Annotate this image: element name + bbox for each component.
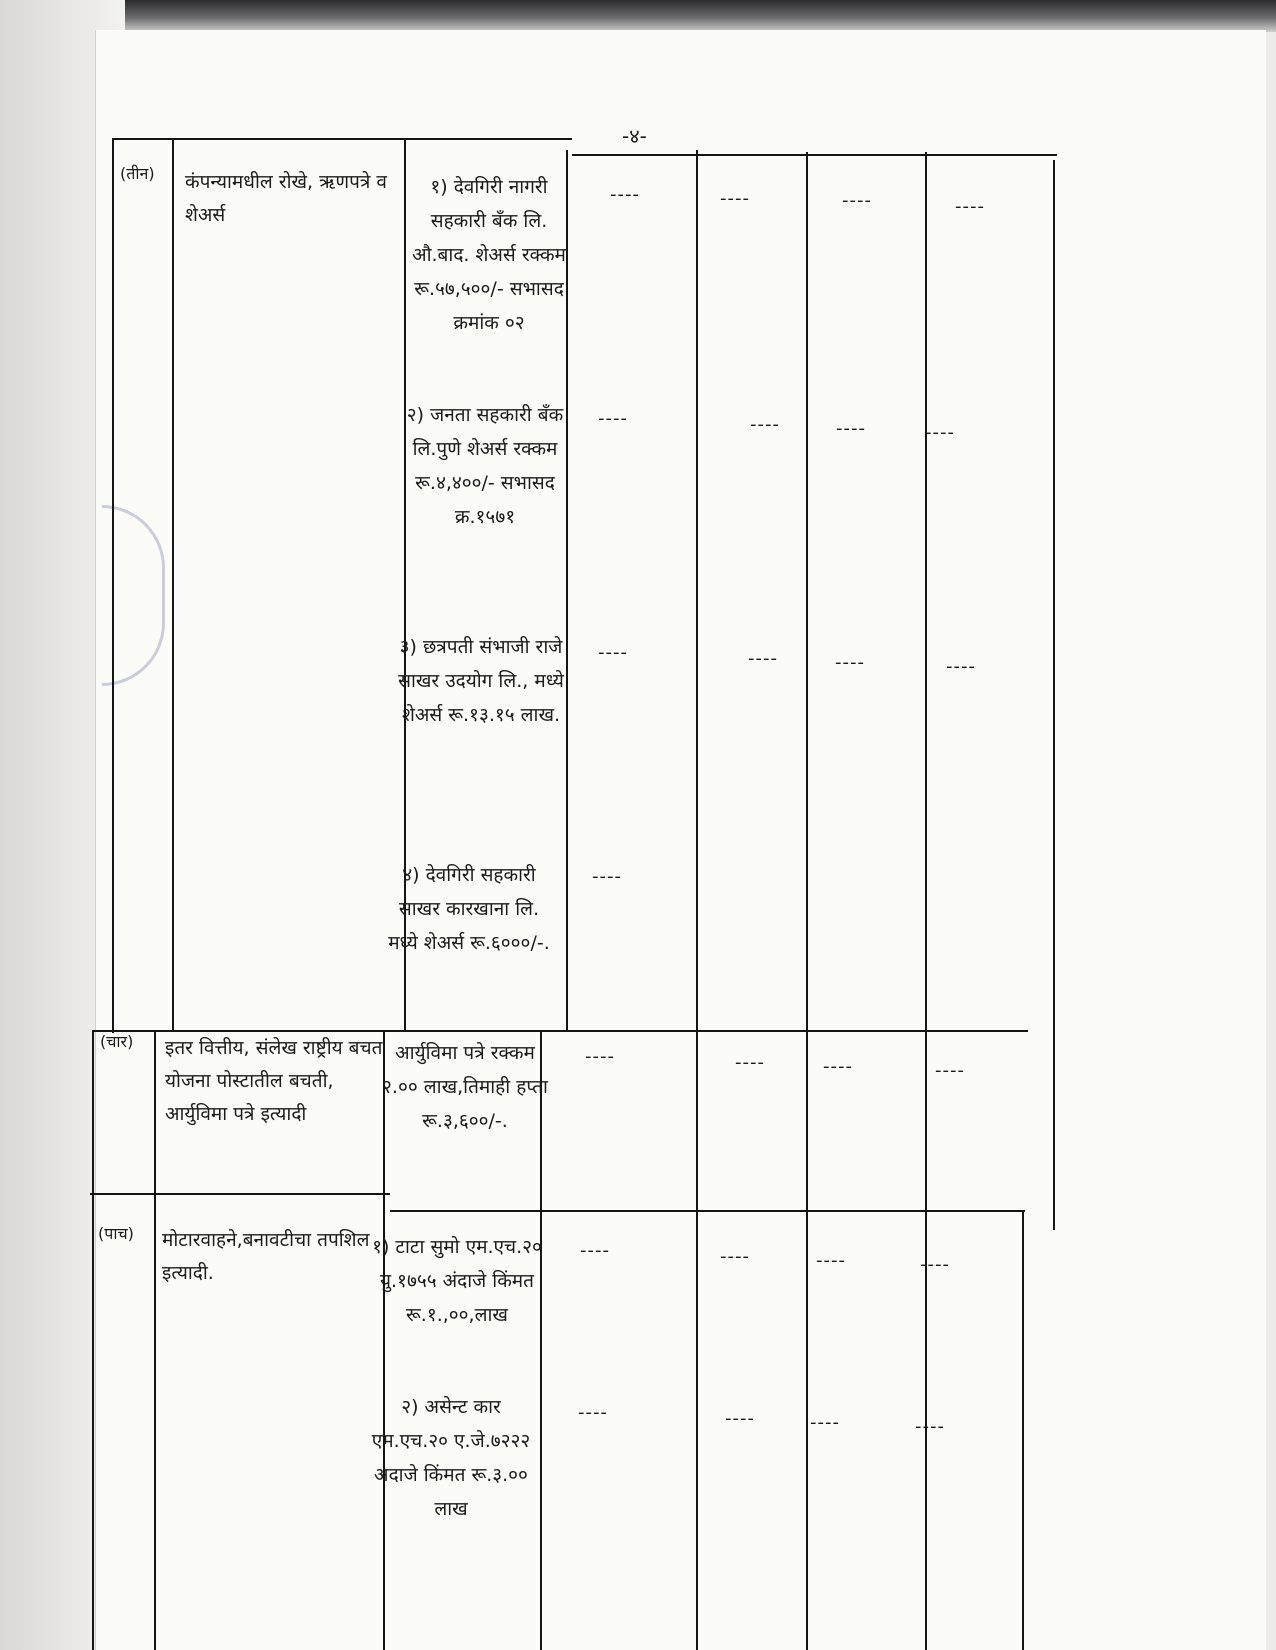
col-line-right-lower	[1022, 1210, 1024, 1650]
empty-mark: ----	[610, 184, 640, 205]
empty-mark: ----	[925, 422, 955, 443]
col-line-sr	[112, 138, 114, 1033]
empty-mark: ----	[735, 1052, 765, 1073]
empty-mark: ----	[598, 408, 628, 429]
col-line-6	[806, 152, 808, 1650]
row-3-detail-2: २) असेन्ट कार एम.एच.२० ए.जे.७२२२ अदाजे किंमत रू.३.०० लाख	[371, 1396, 531, 1520]
empty-mark: ----	[823, 1056, 853, 1077]
row-2-description: इतर वित्तीय, संलेख राष्ट्रीय बचत योजना पोस्टातील बचती, आर्युविमा पत्रे इत्यादी	[165, 1037, 383, 1125]
row-1-detail-1: १) देवगिरी नागरी सहकारी बँक लि. औ.बाद. शेअर्स रक्कम रू.५७,५००/- सभासद क्रमांक ०२	[412, 176, 566, 334]
col-line-right	[1053, 160, 1055, 1230]
row-1-detail-2: २) जनता सहकारी बँक लि.पुणे शेअर्स रक्कम रू.४,४००/- सभासद क्र.१५७१	[406, 404, 564, 528]
empty-mark: ----	[946, 656, 976, 677]
empty-mark: ----	[580, 1240, 610, 1261]
empty-mark: ----	[920, 1254, 950, 1275]
row-2-detail-1: आर्युविमा पत्रे रक्कम २.०० लाख,तिमाही हप्ता रू.३,६००/-.	[382, 1042, 548, 1132]
empty-mark: ----	[955, 196, 985, 217]
row-3-serial: (पाच)	[98, 1224, 134, 1243]
empty-mark: ----	[836, 418, 866, 439]
col-line-sr-lower	[92, 1030, 94, 1650]
row-2-serial: (चार)	[100, 1032, 134, 1051]
empty-mark: ----	[750, 414, 780, 435]
row-1-serial: (तीन)	[120, 164, 155, 183]
empty-mark: ----	[816, 1250, 846, 1271]
empty-mark: ----	[598, 642, 628, 663]
empty-mark: ----	[592, 866, 622, 887]
row-1-detail-3: ३) छत्रपती संभाजी राजे साखर उदयोग लि., मध्ये शेअर्स रू.१३.१५ लाख.	[398, 636, 564, 726]
empty-mark: ----	[835, 652, 865, 673]
empty-mark: ----	[842, 190, 872, 211]
row-3-detail-1: १) टाटा सुमो एम.एच.२० यु.१७५५ अंदाजे किंमत रू.१.,००,लाख	[372, 1236, 542, 1326]
empty-mark: ----	[935, 1060, 965, 1081]
empty-mark: ----	[578, 1402, 608, 1423]
empty-mark: ----	[915, 1416, 945, 1437]
row-1-description: कंपन्यामधील रोखे, ऋणपत्रे व शेअर्स	[185, 171, 387, 226]
row-separator-2a	[90, 1193, 390, 1195]
empty-mark: ----	[810, 1412, 840, 1433]
row-1-detail-4: ४) देवगिरी सहकारी साखर कारखाना लि. मध्ये शेअर्स रू.६०००/-.	[388, 864, 550, 954]
empty-mark: ----	[725, 1408, 755, 1429]
row-3-description: मोटारवाहने,बनावटीचा तपशिल इत्यादी.	[162, 1229, 370, 1284]
col-line-5	[696, 150, 698, 1650]
page-number: -४-	[622, 124, 647, 148]
empty-mark: ----	[748, 648, 778, 669]
empty-mark: ----	[720, 1246, 750, 1267]
table-top-border	[112, 138, 572, 140]
empty-mark: ----	[585, 1046, 615, 1067]
col-line-desc	[172, 140, 174, 1030]
table-top-border-right	[572, 154, 1057, 156]
empty-mark: ----	[720, 188, 750, 209]
row-separator-2b	[390, 1210, 1025, 1212]
col-line-desc-lower	[154, 1030, 156, 1650]
document-page	[95, 30, 1266, 1650]
scanner-top-edge	[0, 0, 1276, 32]
